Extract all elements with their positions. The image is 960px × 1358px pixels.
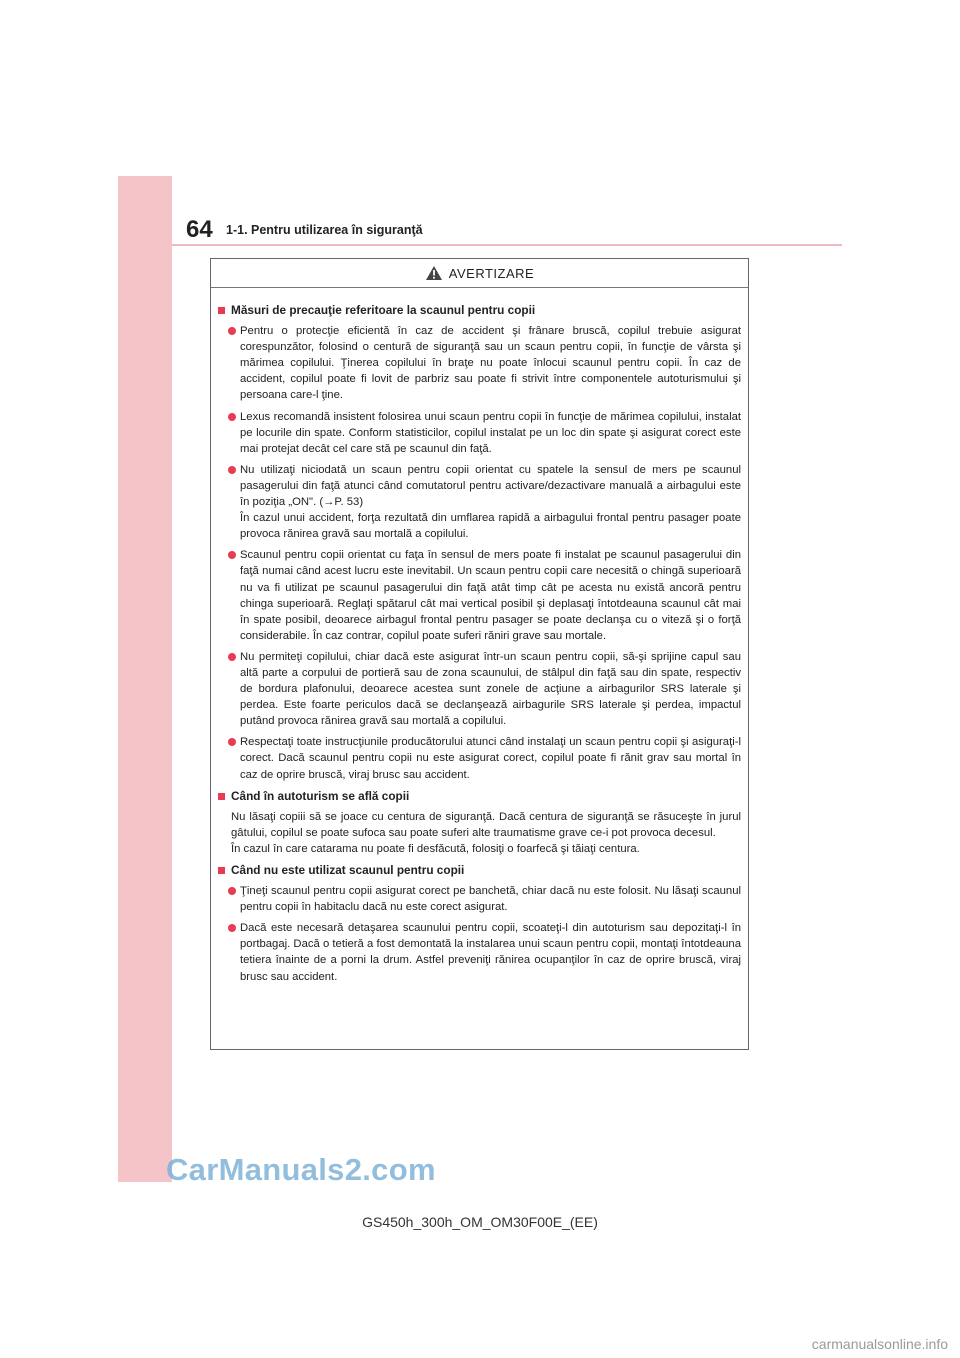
- round-bullet-icon: [228, 924, 236, 932]
- side-band: [118, 176, 172, 1182]
- list-item-text: Pentru o protecţie eficientă în caz de accident şi frânare bruscă, copilul trebuie asigurat corespunzător, folosind o centură de siguranţă sau un scaun pentru copii, în funcţie de vârsta şi mărimea copilului. Ţinerea copilului în braţe nu poate înlocui scaunul pentru copii. În caz de accident, copilul poate fi lovit de parbriz sau poate fi strivit între componentele autoturismului şi persoana care-l ţine.: [240, 325, 741, 402]
- list-item-text: Nu permiteţi copilului, chiar dacă este asigurat într-un scaun pentru copii, să-şi sprijine capul sau altă parte a corpului de portieră sau de zona scaunului, de stâlpul din faţă sau din spate, respectiv de bordura plafonului, deoarece acestea sunt zonele de acţiune a airbagurilor SRS laterale şi perdea. Este foarte periculos dacă se declanşează airbagurile SRS laterale şi perdea, impactul putând provoca rănirea gravă sau mortală a copilului.: [240, 650, 741, 728]
- round-bullet-icon: [228, 466, 236, 474]
- header-rule: [172, 244, 842, 246]
- round-bullet-icon: [228, 413, 236, 421]
- watermark-carmanualsonline: carmanualsonline.info: [811, 1336, 948, 1352]
- warning-body: [211, 288, 748, 985]
- list-item: [228, 920, 741, 984]
- paragraph: Nu lăsaţi copiii să se joace cu centura de siguranţă. Dacă centura de siguranţă se răsuceşte în jurul gâtului, copilul se poate sufoca sau poate suferi alte traumatisme grave ce-i pot provoca decesul. În cazul în care catarama nu poate fi desfăcută, folosiţi o foarfecă şi tăiaţi centura.: [231, 810, 741, 855]
- list-item-text: Respectaţi toate instrucţiunile producătorului atunci când instalaţi un scaun pentru copii şi asiguraţi-l corect. Dacă scaunul pentru copii nu este asigurat corect, copilul poate fi rănit grav sau mortal în caz de oprire bruscă, viraj brusc sau accident.: [240, 736, 741, 781]
- watermark-carmanuals2: CarManuals2.com: [166, 1152, 436, 1187]
- list-item-text: Scaunul pentru copii orientat cu faţa în sensul de mers poate fi instalat pe scaunul pasagerului din faţă numai când acest lucru este inevitabil. Un scaun pentru copii care necesită o chingă superioară nu va fi utilizat pe scaunul pasagerului din faţă atât timp cât pe acesta nu există ancoră pentru chinga superioară. Reglaţi spătarul cât mai vertical posibil şi deplasaţi întotdeauna scaunul cât mai în spate posibil, deoarece airbagul frontal pentru pasager se poate declanşa cu o viteză şi o forţă considerabile. În caz contrar, copilul poate suferi răniri grave sau mortale.: [240, 549, 741, 642]
- round-bullet-icon: [228, 327, 236, 335]
- section-heading-text: Când în autoturism se află copii: [231, 788, 410, 803]
- section-heading: [218, 302, 741, 318]
- list-item: [228, 883, 741, 915]
- section-heading-text: Când nu este utilizat scaunul pentru copii: [231, 863, 465, 877]
- section-title: 1-1. Pentru utilizarea în siguranţă: [226, 223, 423, 237]
- list-item-text: Ţineţi scaunul pentru copii asigurat corect pe banchetă, chiar dacă nu este folosit. Nu lăsaţi scaunul pentru copii în habitaclu dacă nu este corect asigurat.: [240, 885, 741, 914]
- section-heading-text: Măsuri de precauţie referitoare la scaunul pentru copii: [231, 303, 536, 317]
- list-item: [228, 649, 741, 729]
- page-number: 64: [186, 216, 213, 243]
- list-item: [228, 409, 741, 457]
- square-bullet-icon: [218, 867, 225, 874]
- list-item: [228, 462, 741, 542]
- round-bullet-icon: [228, 738, 236, 746]
- round-bullet-icon: [228, 653, 236, 661]
- section-heading: [218, 862, 741, 878]
- warning-box: [210, 258, 749, 1050]
- list-item: [228, 547, 741, 644]
- list-item-text: Lexus recomandă insistent folosirea unui scaun pentru copii în funcţie de mărimea copilului, instalat pe locurile din spate. Conform statisticilor, copilul instalat pe un loc din spate şi asigurat corect este mai protejat decât cel care stă pe scaunul din faţă.: [240, 410, 741, 455]
- square-bullet-icon: [218, 793, 225, 800]
- list-item: [228, 734, 741, 782]
- round-bullet-icon: [228, 551, 236, 559]
- warning-triangle-icon: [425, 265, 443, 281]
- section-heading: [218, 788, 741, 804]
- square-bullet-icon: [218, 307, 225, 314]
- warning-title: AVERTIZARE: [448, 265, 535, 281]
- list-item: [228, 323, 741, 403]
- round-bullet-icon: [228, 887, 236, 895]
- footer-code: GS450h_300h_OM_OM30F00E_(EE): [362, 1214, 598, 1230]
- warning-header: [211, 259, 748, 288]
- list-item-text: Dacă este necesară detaşarea scaunului pentru copii, scoateţi-l din autoturism sau depozitaţi-l în portbagaj. Dacă o tetieră a fost demontată la instalarea unui scaun pentru copii, montaţi întotdeauna tetiera înainte de a porni la drum. Astfel preveniţi rănirea ocupanţilor în caz de oprire bruscă, viraj brusc sau accident.: [240, 922, 741, 983]
- list-item-text: Nu utilizaţi niciodată un scaun pentru copii orientat cu spatele la sensul de mers pe scaunul pasagerului din faţă atunci când comutatorul pentru activare/dezactivare manuală a airbagului este în poziţia „ON". (→P. 53) În cazul unui accident, forţa rezultată din umflarea rapidă a airbagului frontal pentru pasager poate provoca rănirea gravă sau mortală a copilului.: [240, 463, 741, 541]
